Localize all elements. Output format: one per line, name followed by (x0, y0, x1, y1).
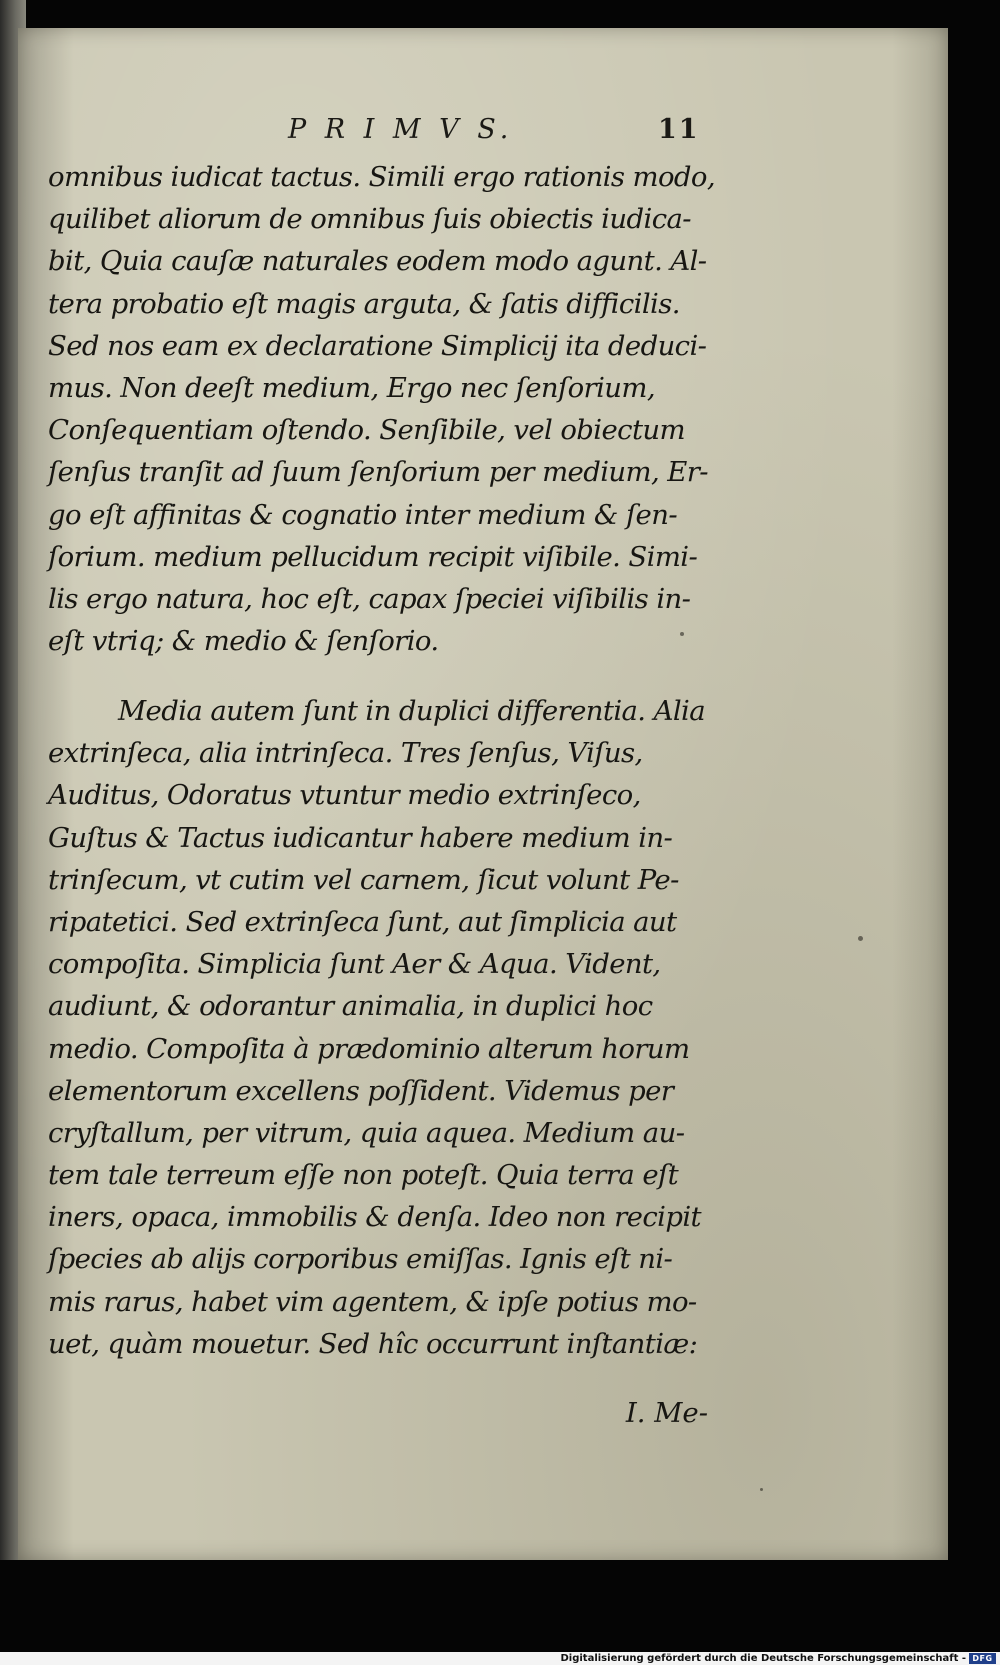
book-page (18, 28, 948, 1560)
text-line: go eſt affinitas & cognatio inter medium & ſen- (48, 498, 678, 531)
text-line: trinſecum, vt cutim vel carnem, ſicut volunt Pe- (48, 863, 679, 896)
text-line: audiunt, & odorantur animalia, in duplici hoc (48, 990, 653, 1023)
text-line: omnibus iudicat tactus. Simili ergo rationis modo, (48, 161, 716, 193)
text-line: mis rarus, habet vim agentem, & ipſe potius mo- (48, 1285, 697, 1318)
text-line: Conſequentiam oſtendo. Senſibile, vel obiectum (48, 414, 686, 447)
footer-bar (0, 1652, 1000, 1665)
text-line: eſt vtriq; & medio & ſenſorio. (48, 625, 439, 658)
text-line: extrinſeca, alia intrinſeca. Tres ſenſus, Viſus, (48, 737, 643, 770)
text-line: quilibet aliorum de omnibus ſuis obiectis iudica- (48, 203, 691, 236)
text-line: Media autem ſunt in duplici differentia. Alia (118, 695, 706, 727)
text-line: Guſtus & Tactus iudicantur habere medium in- (48, 821, 673, 854)
text-line: Auditus, Odoratus vtuntur medio extrinſeco, (48, 779, 641, 812)
text-line: ſpecies ab alijs corporibus emiſſas. Ignis eſt ni- (48, 1243, 673, 1276)
text-line: mus. Non deeſt medium, Ergo nec ſenſorium, (48, 371, 656, 404)
running-head (18, 114, 948, 154)
paragraph-1 (48, 156, 716, 662)
text-line: medio. Compoſita à prædominio alterum horum (48, 1032, 690, 1065)
catchword: I. Me- (625, 1397, 708, 1429)
page-number: 11 (658, 114, 700, 145)
text-line: compoſita. Simplicia ſunt Aer & Aqua. Vident, (48, 948, 661, 981)
text-line: tem tale terreum eſſe non poteſt. Quia terra eſt (48, 1159, 679, 1192)
text-line: lis ergo natura, hoc eſt, capax ſpeciei viſibilis in- (48, 582, 691, 615)
text-line: ſenſus tranſit ad ſuum ſenſorium per medium, Er- (48, 456, 709, 489)
text-line: uet, quàm mouetur. Sed hîc occurrunt inſtantiæ: (48, 1327, 698, 1360)
text-line: ripatetici. Sed extrinſeca ſunt, aut ſimplicia aut (48, 905, 677, 938)
paper-speck (760, 1488, 763, 1491)
paper-speck (680, 632, 684, 636)
text-line: bit, Quia cauſæ naturales eodem modo agunt. Al- (48, 245, 707, 278)
text-line: Sed nos eam ex declaratione Simplicij ita deduci- (48, 329, 707, 362)
running-title: P R I M V S. (288, 114, 514, 145)
paragraph-2 (48, 690, 708, 1365)
paper-speck (858, 936, 863, 941)
text-line: tera probatio eſt magis arguta, & ſatis difficilis. (48, 287, 680, 320)
text-line: ſorium. medium pellucidum recipit viſibile. Simi- (48, 540, 698, 573)
text-line: elementorum excellens poſſident. Videmus per (48, 1074, 674, 1107)
dfg-logo[interactable]: DFG (969, 1653, 996, 1664)
funding-credit: Digitalisierung gefördert durch die Deutsche Forschungsgemeinschaft - (560, 1653, 966, 1664)
text-line: iners, opaca, immobilis & denſa. Ideo non recipit (48, 1201, 701, 1234)
text-line: cryſtallum, per vitrum, quia aquea. Medium au- (48, 1116, 685, 1149)
